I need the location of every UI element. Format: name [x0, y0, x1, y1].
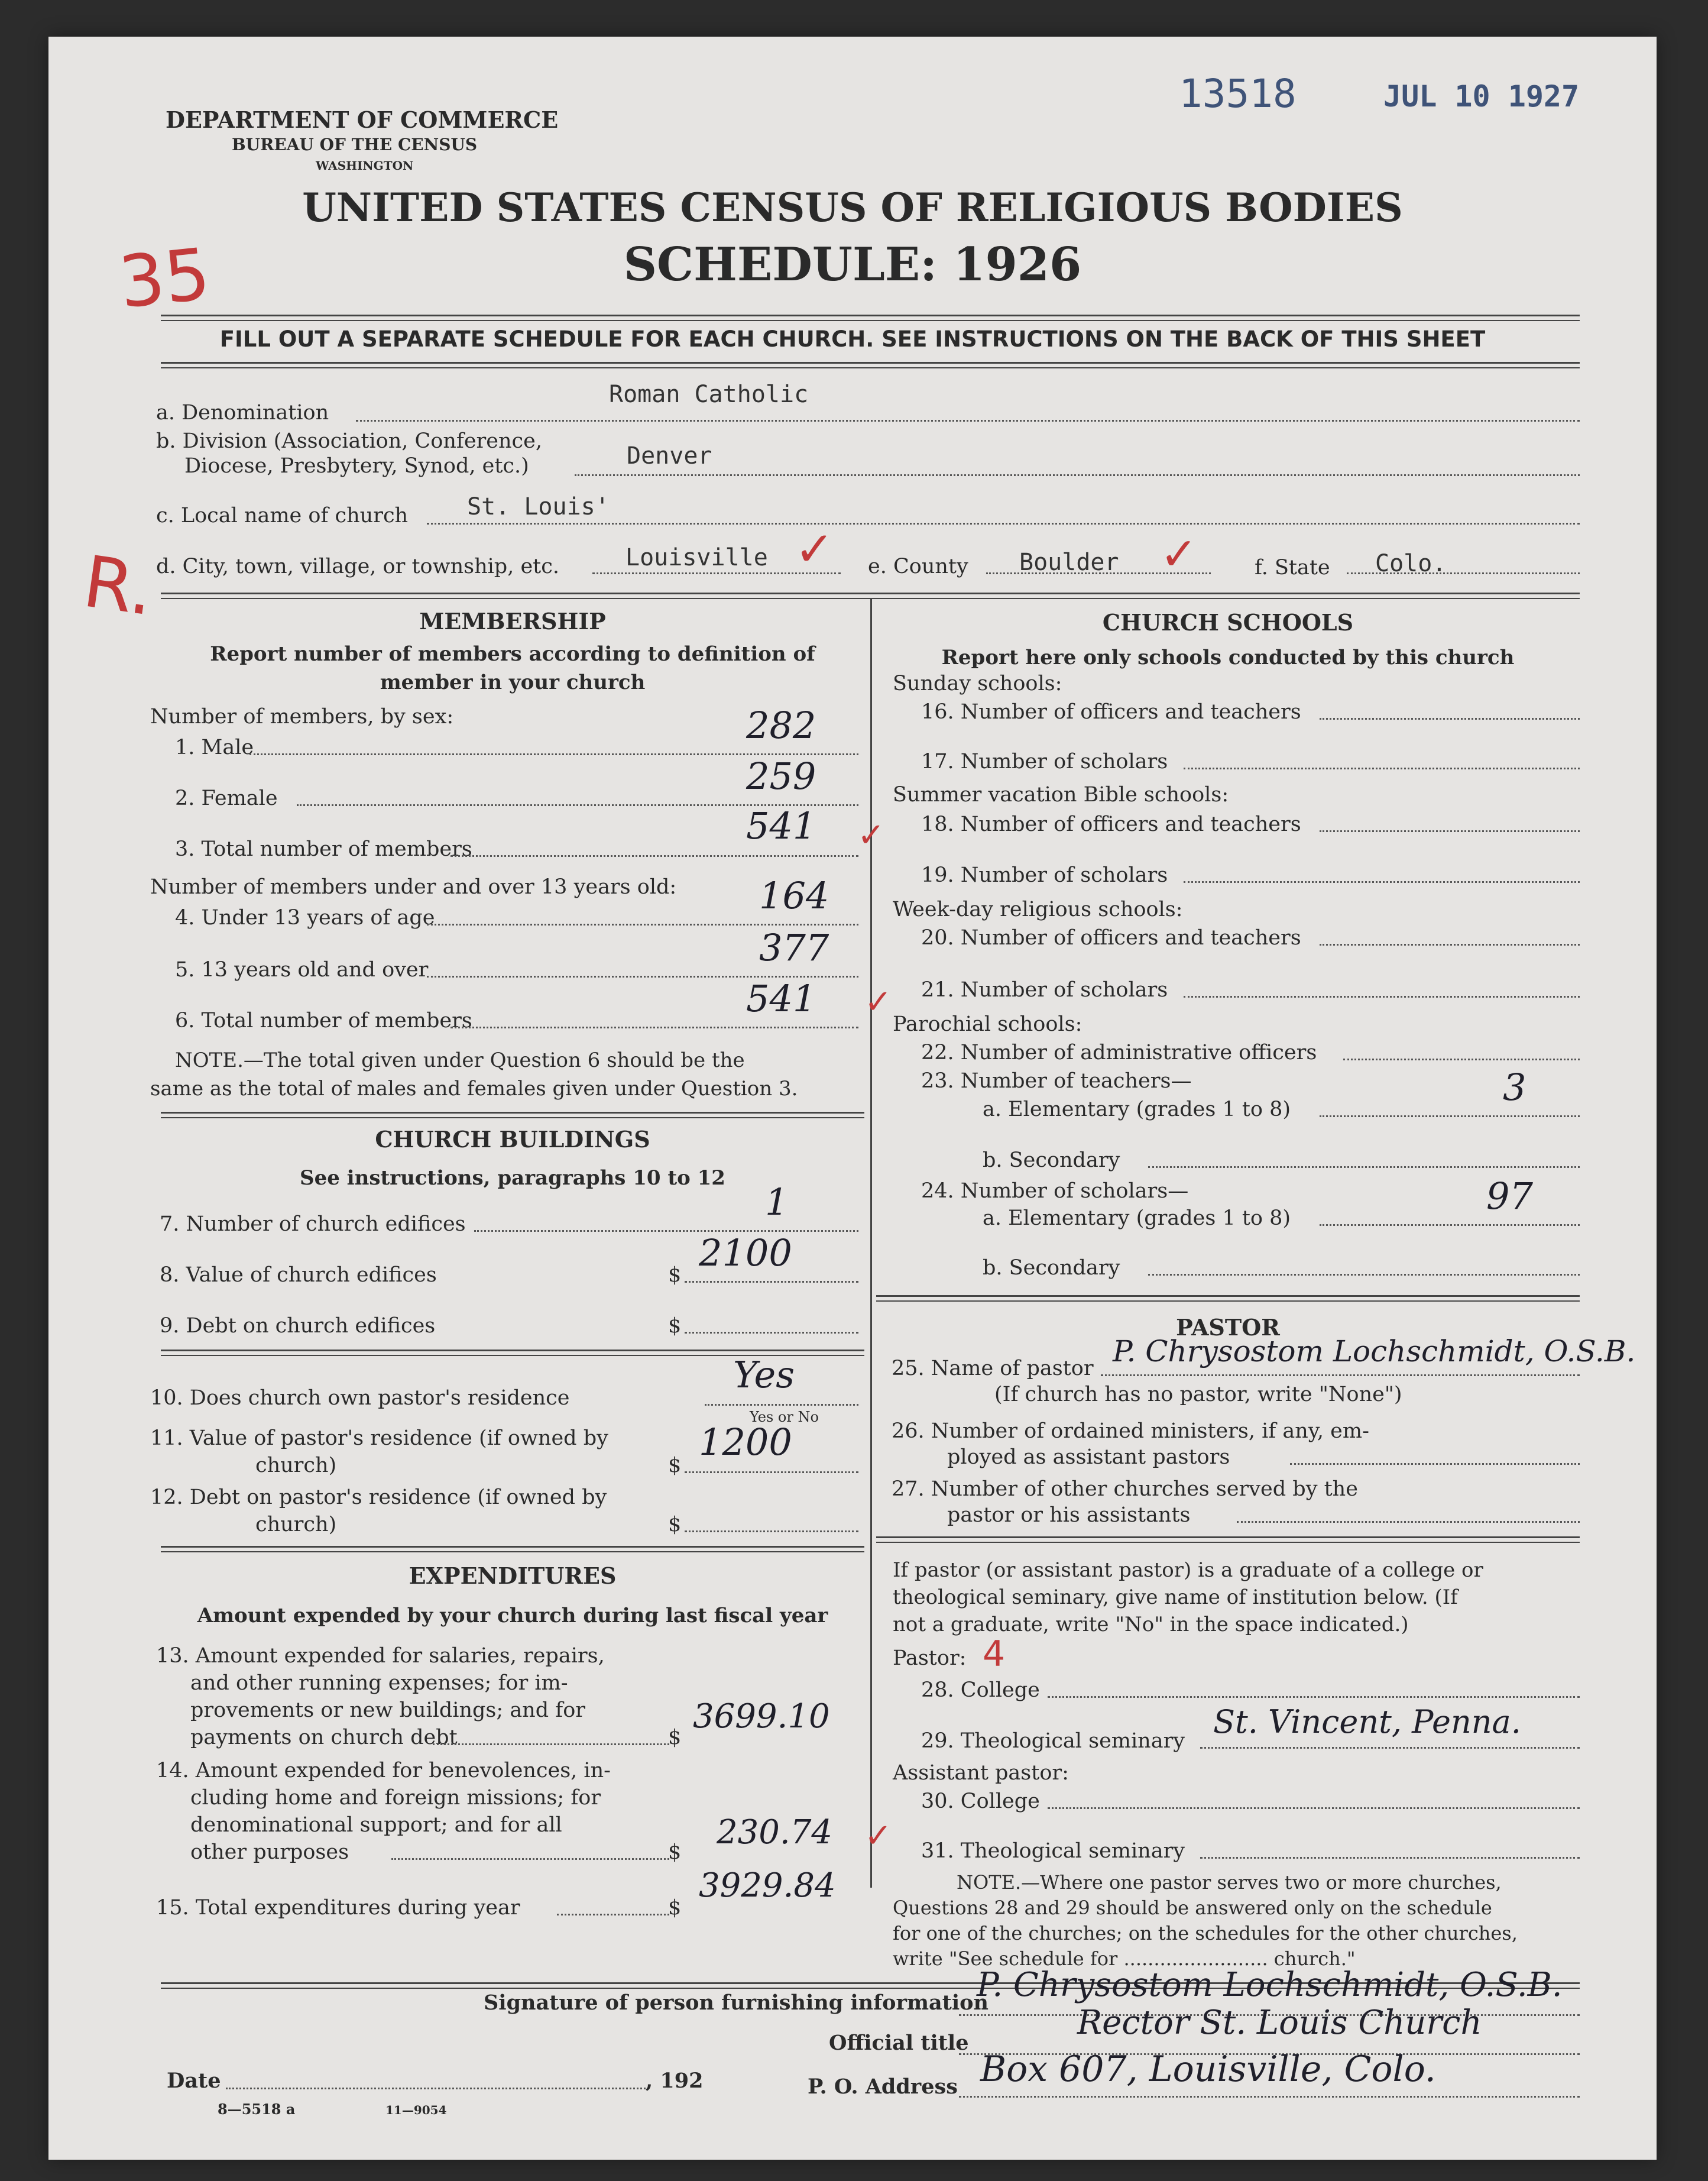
section-rule	[876, 1536, 1580, 1543]
q11-label-1: 11. Value of pastor's residence (if owned by	[150, 1426, 608, 1450]
margin-mark-35: 35	[115, 233, 214, 325]
graduate-instruction-1: If pastor (or assistant pastor) is a graduate of a college or	[893, 1558, 1483, 1582]
denomination-line	[356, 420, 1580, 422]
members-by-age-label: Number of members under and over 13 years old:	[150, 875, 677, 899]
column-divider	[870, 598, 872, 1888]
pastor-subhead: Pastor:	[893, 1646, 967, 1670]
check-mark: ✓	[857, 816, 885, 855]
division-label-2: Diocese, Presbytery, Synod, etc.)	[184, 454, 529, 478]
weekday-schools-label: Week-day religious schools:	[893, 898, 1183, 921]
section-rule	[161, 1546, 864, 1552]
q22-line	[1343, 1059, 1580, 1060]
pastor-title: PASTOR	[1176, 1314, 1280, 1341]
date-year-prefix: , 192	[646, 2069, 704, 2093]
q4-value: 164	[759, 874, 829, 917]
pastor-note-1: NOTE.—Where one pastor serves two or more churches,	[957, 1871, 1502, 1894]
header-rule-2	[161, 362, 1580, 368]
state-value: Colo.	[1375, 550, 1447, 577]
q14-label-2: cluding home and foreign missions; for	[190, 1786, 601, 1810]
q19-label: 19. Number of scholars	[921, 863, 1168, 887]
form-title: UNITED STATES CENSUS OF RELIGIOUS BODIES	[302, 185, 1403, 231]
form-instruction: FILL OUT A SEPARATE SCHEDULE FOR EACH CHURCH. SEE INSTRUCTIONS ON THE BACK OF THIS SHEET	[219, 326, 1486, 352]
q15-line	[557, 1914, 669, 1915]
sunday-schools-label: Sunday schools:	[893, 672, 1062, 695]
q23-label: 23. Number of teachers—	[921, 1069, 1192, 1093]
q8-value: 2100	[699, 1231, 792, 1274]
q9-line	[685, 1332, 858, 1334]
section-rule	[161, 1112, 864, 1118]
form-number: 8—5518 a	[218, 2101, 296, 2118]
graduate-instruction-2: theological seminary, give name of institution below. (If	[893, 1585, 1458, 1609]
receipt-stamp-number: 13518	[1179, 71, 1297, 117]
q27-label-2: pastor or his assistants	[947, 1503, 1191, 1527]
print-number: 11—9054	[385, 2103, 447, 2117]
q14-line	[391, 1858, 669, 1860]
q6-label: 6. Total number of members	[175, 1009, 472, 1033]
signature-label: Signature of person furnishing information	[484, 1991, 988, 2015]
date-label: Date	[167, 2069, 221, 2093]
bureau-city: WASHINGTON	[316, 158, 414, 173]
q31-line	[1200, 1857, 1580, 1859]
q14-label-3: denominational support; and for all	[190, 1813, 562, 1837]
q8-label: 8. Value of church edifices	[160, 1263, 437, 1287]
q25-value: P. Chrysostom Lochschmidt, O.S.B.	[1113, 1334, 1636, 1368]
expenditures-title: EXPENDITURES	[409, 1562, 617, 1589]
members-by-sex-label: Number of members, by sex:	[150, 705, 454, 729]
q13-label-2: and other running expenses; for im-	[190, 1671, 568, 1695]
q4-line	[427, 924, 858, 926]
q11-line	[685, 1471, 858, 1473]
address-label: P. O. Address	[808, 2075, 958, 2099]
q30-label: 30. College	[921, 1790, 1040, 1813]
q23a-label: a. Elementary (grades 1 to 8)	[983, 1098, 1291, 1121]
q7-line	[474, 1230, 858, 1232]
department-name: DEPARTMENT OF COMMERCE	[166, 106, 559, 133]
expenditures-sub: Amount expended by your church during last fiscal year	[197, 1604, 828, 1627]
official-title-value: Rector St. Louis Church	[1077, 2004, 1482, 2042]
q24-label: 24. Number of scholars—	[921, 1179, 1189, 1203]
q24b-label: b. Secondary	[983, 1256, 1120, 1280]
q25-note: (If church has no pastor, write "None")	[994, 1383, 1402, 1406]
check-mark: ✓	[864, 983, 892, 1021]
state-label: f. State	[1255, 556, 1330, 580]
q10-line	[705, 1404, 858, 1406]
margin-mark: 4	[983, 1633, 1006, 1675]
q23a-line	[1320, 1115, 1580, 1117]
q21-label: 21. Number of scholars	[921, 978, 1168, 1002]
q20-label: 20. Number of officers and teachers	[921, 926, 1301, 950]
q26-line	[1290, 1463, 1580, 1465]
membership-note-1: NOTE.—The total given under Question 6 should be the	[175, 1049, 745, 1072]
q27-label-1: 27. Number of other churches served by the	[892, 1477, 1358, 1501]
q11-value: 1200	[699, 1420, 792, 1464]
q29-line	[1200, 1747, 1580, 1749]
q12-label-1: 12. Debt on pastor's residence (if owned by	[150, 1486, 607, 1509]
q22-label: 22. Number of administrative officers	[921, 1041, 1317, 1064]
q14-value: 230.74	[717, 1813, 832, 1852]
dollar-sign: $	[668, 1314, 682, 1338]
q5-label: 5. 13 years old and over	[175, 958, 429, 982]
denomination-label: a. Denomination	[156, 401, 329, 425]
q14-label-1: 14. Amount expended for benevolences, in-	[156, 1759, 611, 1782]
q16-label: 16. Number of officers and teachers	[921, 700, 1301, 724]
q13-value: 3699.10	[693, 1697, 830, 1736]
city-label: d. City, town, village, or township, etc.	[156, 555, 559, 578]
census-form-sheet	[48, 37, 1657, 2160]
q9-label: 9. Debt on church edifices	[160, 1314, 436, 1338]
dollar-sign: $	[668, 1263, 682, 1287]
local-name-value: St. Louis'	[467, 493, 610, 520]
buildings-title: CHURCH BUILDINGS	[375, 1126, 650, 1153]
q17-line	[1184, 768, 1580, 769]
schools-title: CHURCH SCHOOLS	[1102, 609, 1354, 636]
q26-label-2: ployed as assistant pastors	[947, 1445, 1230, 1469]
q5-value: 377	[759, 926, 829, 969]
q6-line	[451, 1027, 858, 1028]
pastor-note-4: write "See schedule for ........................ church."	[893, 1947, 1356, 1970]
signature-value: P. Chrysostom Lochschmidt, O.S.B.	[977, 1966, 1563, 2004]
division-line	[575, 474, 1580, 476]
address-value: Box 607, Louisville, Colo.	[980, 2049, 1436, 2090]
q7-label: 7. Number of church edifices	[160, 1212, 466, 1236]
check-mark: ✓	[864, 1817, 892, 1855]
pastor-note-2: Questions 28 and 29 should be answered only on the schedule	[893, 1897, 1492, 1919]
denomination-value: Roman Catholic	[609, 381, 809, 408]
q12-label-2: church)	[255, 1513, 337, 1536]
q15-label: 15. Total expenditures during year	[156, 1896, 520, 1920]
q29-label: 29. Theological seminary	[921, 1729, 1185, 1753]
q17-label: 17. Number of scholars	[921, 750, 1168, 774]
q13-label-3: provements or new buildings; and for	[190, 1698, 586, 1722]
summer-schools-label: Summer vacation Bible schools:	[893, 783, 1229, 807]
check-mark: ✓	[795, 522, 835, 577]
q28-label: 28. College	[921, 1678, 1040, 1702]
q3-value: 541	[746, 804, 816, 847]
section-rule	[876, 1295, 1580, 1302]
parochial-schools-label: Parochial schools:	[893, 1012, 1083, 1036]
q27-line	[1237, 1521, 1580, 1523]
receipt-stamp-date: JUL 10 1927	[1383, 79, 1580, 114]
division-label-1: b. Division (Association, Conference,	[156, 429, 542, 453]
q13-label-4: payments on church debt	[190, 1726, 458, 1749]
official-title-label: Official title	[829, 2031, 969, 2055]
q26-label-1: 26. Number of ordained ministers, if any, em-	[892, 1419, 1369, 1443]
q10-label: 10. Does church own pastor's residence	[150, 1386, 570, 1410]
q18-line	[1320, 830, 1580, 832]
buildings-sub: See instructions, paragraphs 10 to 12	[300, 1166, 725, 1190]
q23b-label: b. Secondary	[983, 1148, 1120, 1172]
schools-sub: Report here only schools conducted by this church	[941, 646, 1515, 669]
header-rule	[161, 315, 1580, 321]
schedule-year: SCHEDULE: 1926	[623, 238, 1082, 292]
q28-line	[1048, 1696, 1580, 1698]
yes-no-caption: Yes or No	[750, 1409, 819, 1425]
q18-label: 18. Number of officers and teachers	[921, 813, 1301, 836]
pastor-note-3: for one of the churches; on the schedules for the other churches,	[893, 1922, 1518, 1944]
dollar-sign: $	[668, 1726, 682, 1749]
q31-label: 31. Theological seminary	[921, 1839, 1185, 1863]
q3-label: 3. Total number of members	[175, 837, 472, 861]
local-name-label: c. Local name of church	[156, 504, 409, 528]
q20-line	[1320, 944, 1580, 946]
q25-line	[1101, 1374, 1580, 1376]
city-value: Louisville	[625, 544, 768, 571]
assistant-pastor-subhead: Assistant pastor:	[893, 1761, 1069, 1785]
q11-label-2: church)	[255, 1454, 337, 1477]
local-name-line	[427, 523, 1580, 525]
county-value: Boulder	[1019, 549, 1119, 576]
q21-line	[1184, 996, 1580, 998]
membership-title: MEMBERSHIP	[419, 608, 606, 635]
dollar-sign: $	[668, 1454, 682, 1477]
q7-value: 1	[765, 1180, 789, 1224]
q2-label: 2. Female	[175, 787, 278, 810]
q10-value: Yes	[733, 1353, 795, 1396]
margin-mark-r: R.	[78, 541, 159, 632]
q25-label: 25. Name of pastor	[892, 1357, 1094, 1380]
graduate-instruction-3: not a graduate, write "No" in the space indicated.)	[893, 1613, 1409, 1636]
membership-note-2: same as the total of males and females given under Question 3.	[150, 1077, 798, 1101]
q30-line	[1048, 1807, 1580, 1809]
q13-label-1: 13. Amount expended for salaries, repairs,	[156, 1644, 605, 1668]
q24a-label: a. Elementary (grades 1 to 8)	[983, 1206, 1291, 1230]
county-label: e. County	[868, 555, 968, 578]
date-line	[226, 2088, 646, 2089]
q19-line	[1184, 881, 1580, 883]
q1-value: 282	[746, 704, 816, 747]
q1-label: 1. Male	[175, 736, 254, 759]
q3-line	[451, 855, 858, 857]
q12-line	[685, 1530, 858, 1532]
q4-label: 4. Under 13 years of age	[175, 906, 435, 930]
q14-label-4: other purposes	[190, 1840, 349, 1864]
q6-value: 541	[746, 977, 816, 1020]
membership-sub-2: member in your church	[380, 671, 646, 694]
q13-line	[433, 1743, 669, 1745]
q15-value: 3929.84	[699, 1866, 836, 1905]
division-value: Denver	[627, 442, 712, 470]
q24a-line	[1320, 1224, 1580, 1226]
q16-line	[1320, 718, 1580, 720]
membership-sub-1: Report number of members according to definition of	[210, 642, 815, 666]
q8-line	[685, 1281, 858, 1283]
q2-value: 259	[746, 755, 816, 798]
address-line	[959, 2096, 1580, 2098]
dollar-sign: $	[668, 1840, 682, 1864]
dollar-sign: $	[668, 1513, 682, 1536]
bureau-name: BUREAU OF THE CENSUS	[232, 135, 478, 154]
q24a-value: 97	[1486, 1174, 1533, 1218]
q29-value: St. Vincent, Penna.	[1213, 1703, 1521, 1740]
q23b-line	[1148, 1166, 1580, 1168]
q23a-value: 3	[1503, 1066, 1526, 1109]
check-mark: ✓	[1160, 528, 1198, 580]
q24b-line	[1148, 1274, 1580, 1276]
dollar-sign: $	[668, 1896, 682, 1920]
